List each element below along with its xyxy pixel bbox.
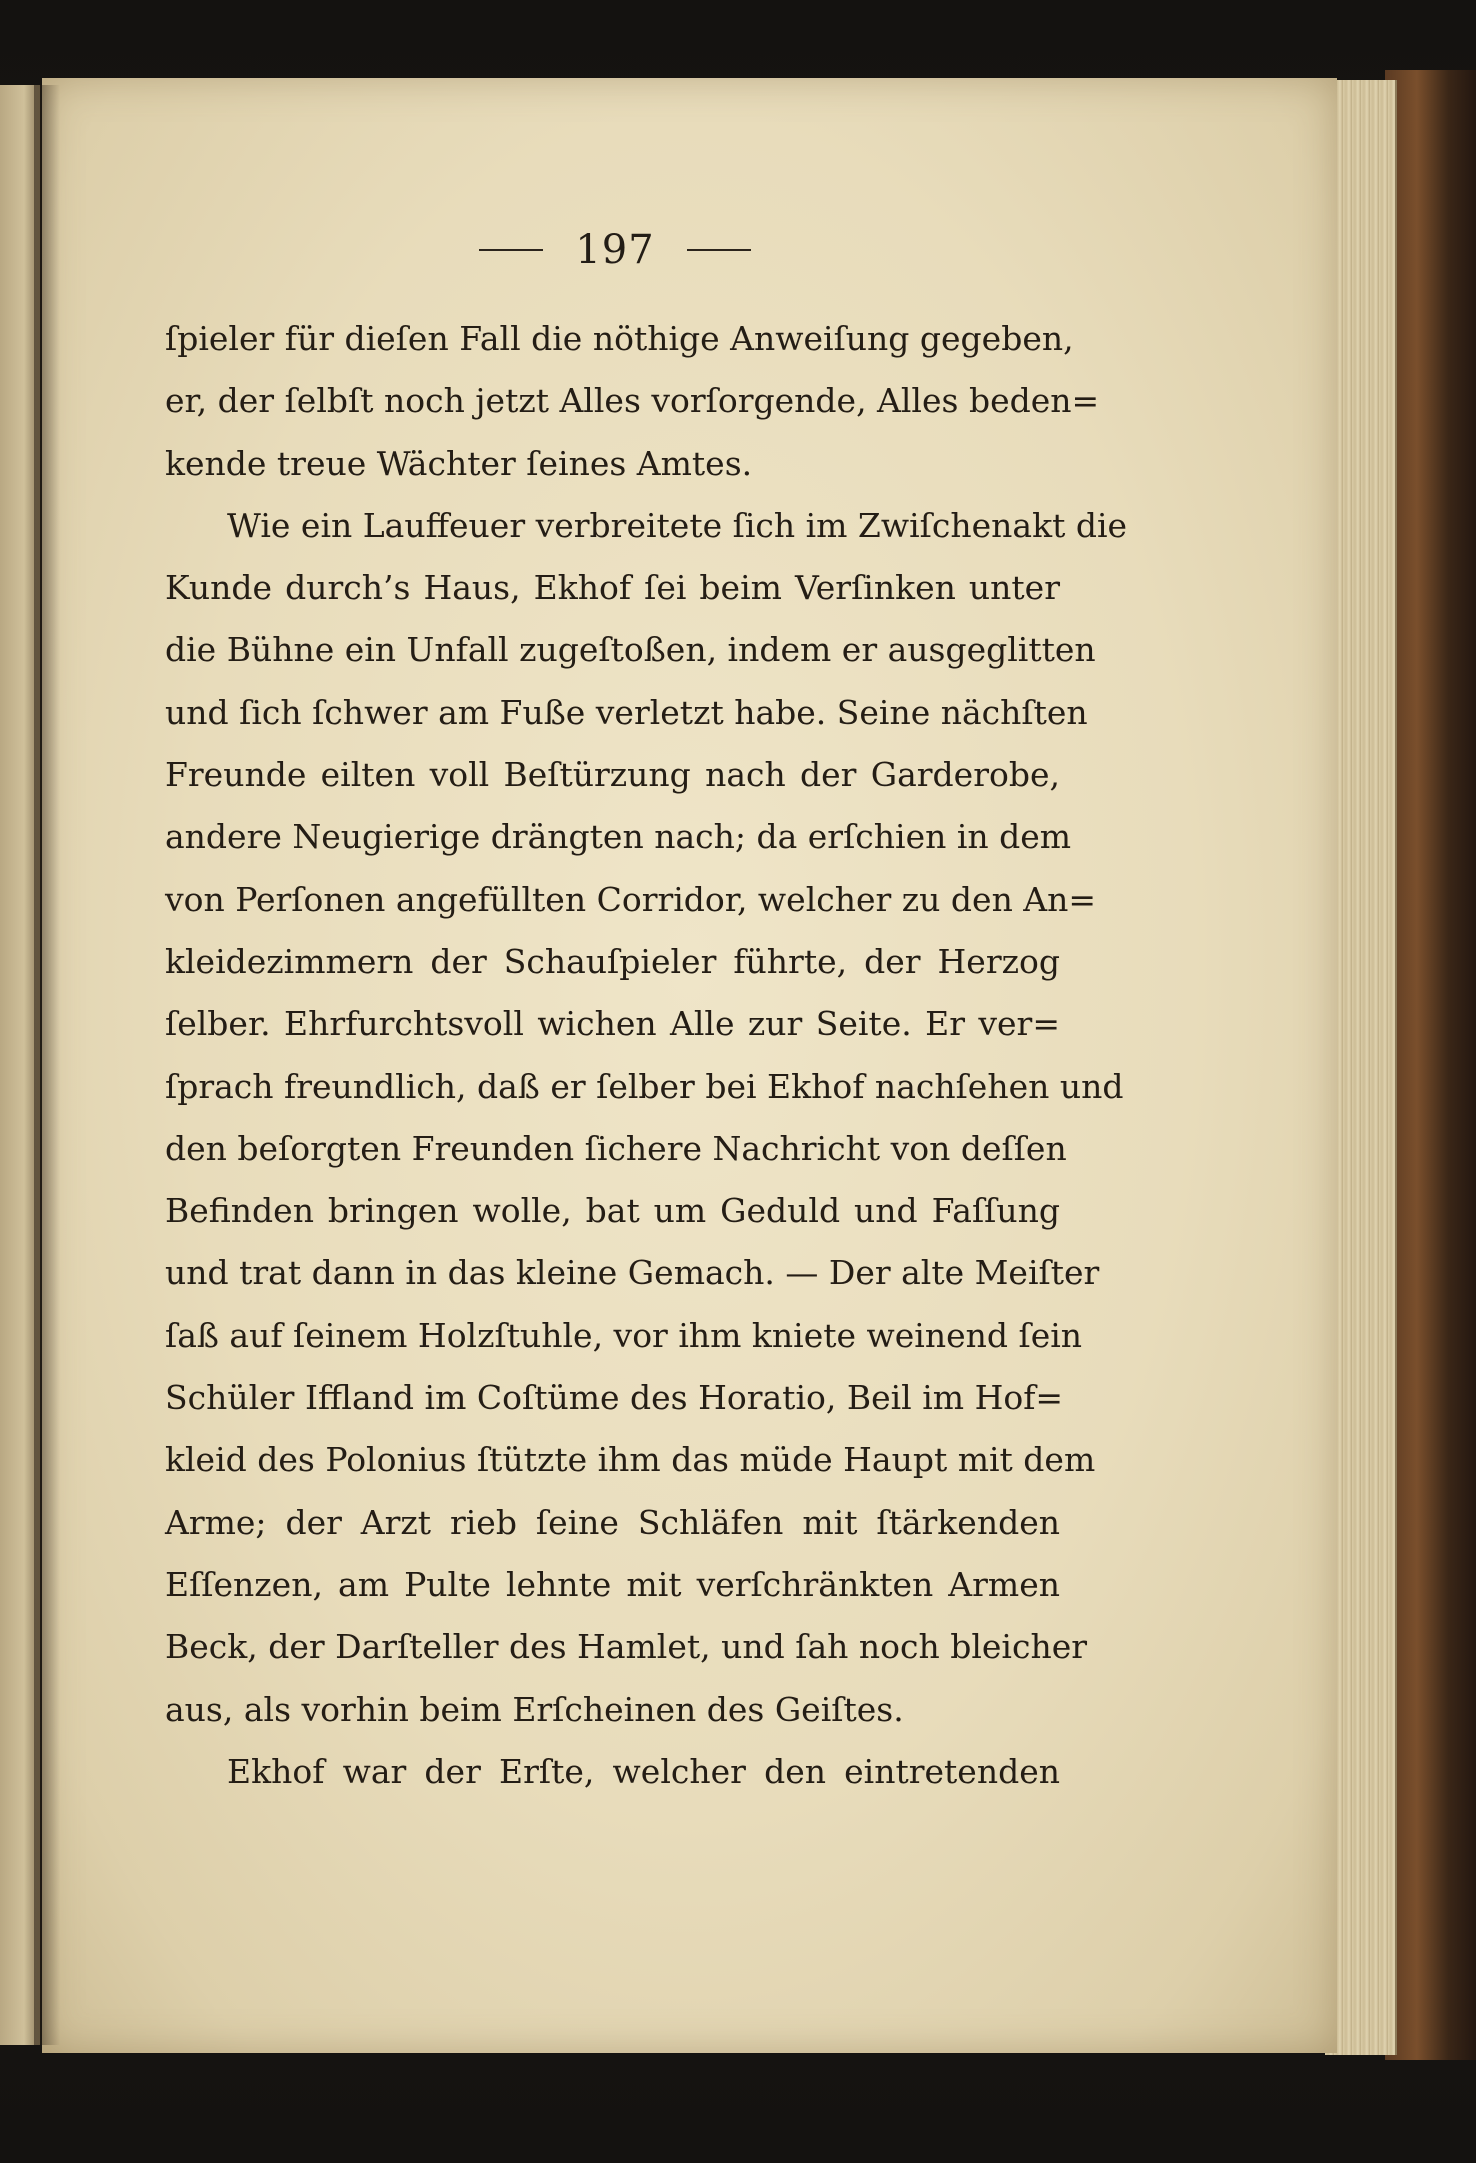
text-line: ſprach freundlich, daß er ſelber bei Ekhof nachſehen und [165, 1066, 1124, 1106]
header-dash-left [479, 249, 543, 251]
book-cover-edge [1385, 70, 1476, 2060]
text-line: Befinden bringen wolle, bat um Geduld und Faſſung [165, 1191, 1060, 1231]
text-line: die Bühne ein Unfall zugeſtoßen, indem er ausgeglitten [165, 630, 1096, 670]
text-line: und ſich ſchwer am Fuße verletzt habe. Seine nächſten [165, 692, 1088, 732]
header-dash-right [687, 249, 751, 251]
text-line: Kunde durch’s Haus, Ekhof ſei beim Verſinken unter [165, 568, 1060, 608]
text-line: Ekhof war der Erſte, welcher den eintretenden [227, 1751, 1060, 1791]
gutter-shadow [34, 85, 60, 2045]
text-line: Beck, der Darſteller des Hamlet, und ſah noch bleicher [165, 1627, 1088, 1667]
text-line: kende treue Wächter ſeines Amtes. [165, 443, 753, 483]
text-line: ſaß auf ſeinem Holzſtuhle, vor ihm kniete weinend ſein [165, 1315, 1083, 1355]
text-line: aus, als vorhin beim Erſcheinen des Geiſtes. [165, 1689, 904, 1729]
text-line: Schüler Iffland im Coſtüme des Horatio, Beil im Hof= [165, 1378, 1064, 1418]
text-line: ſelber. Ehrfurchtsvoll wichen Alle zur Seite. Er ver= [165, 1004, 1060, 1044]
page-body-text [165, 308, 1128, 1803]
text-line: Eſſenzen, am Pulte lehnte mit verſchränkten Armen [165, 1564, 1060, 1604]
text-line: von Perſonen angefüllten Corridor, welcher zu den An= [165, 879, 1097, 919]
text-line: Freunde eilten voll Beſtürzung nach der Garderobe, [165, 755, 1060, 795]
text-line: ſpieler für dieſen Fall die nöthige Anweiſung gegeben, [165, 319, 1074, 358]
text-line: den beſorgten Freunden ſichere Nachricht von deſſen [165, 1128, 1067, 1168]
text-line: kleid des Polonius ſtützte ihm das müde Haupt mit dem [165, 1440, 1096, 1480]
text-line: und trat dann in das kleine Gemach. — Der alte Meiſter [165, 1253, 1100, 1293]
text-line: kleidezimmern der Schauſpieler führte, der Herzog [165, 941, 1060, 981]
text-line: er, der ſelbſt noch jetzt Alles vorſorgende, Alles beden= [165, 381, 1100, 421]
page-header [470, 222, 760, 278]
text-line: andere Neugierige drängten nach; da erſchien in dem [165, 817, 1072, 857]
text-line: Wie ein Lauffeuer verbreitete ſich im Zwiſchenakt die [227, 505, 1128, 545]
text-line: Arme; der Arzt rieb ſeine Schläfen mit ſtärkenden [165, 1502, 1060, 1542]
page-number: 197 [575, 227, 655, 273]
